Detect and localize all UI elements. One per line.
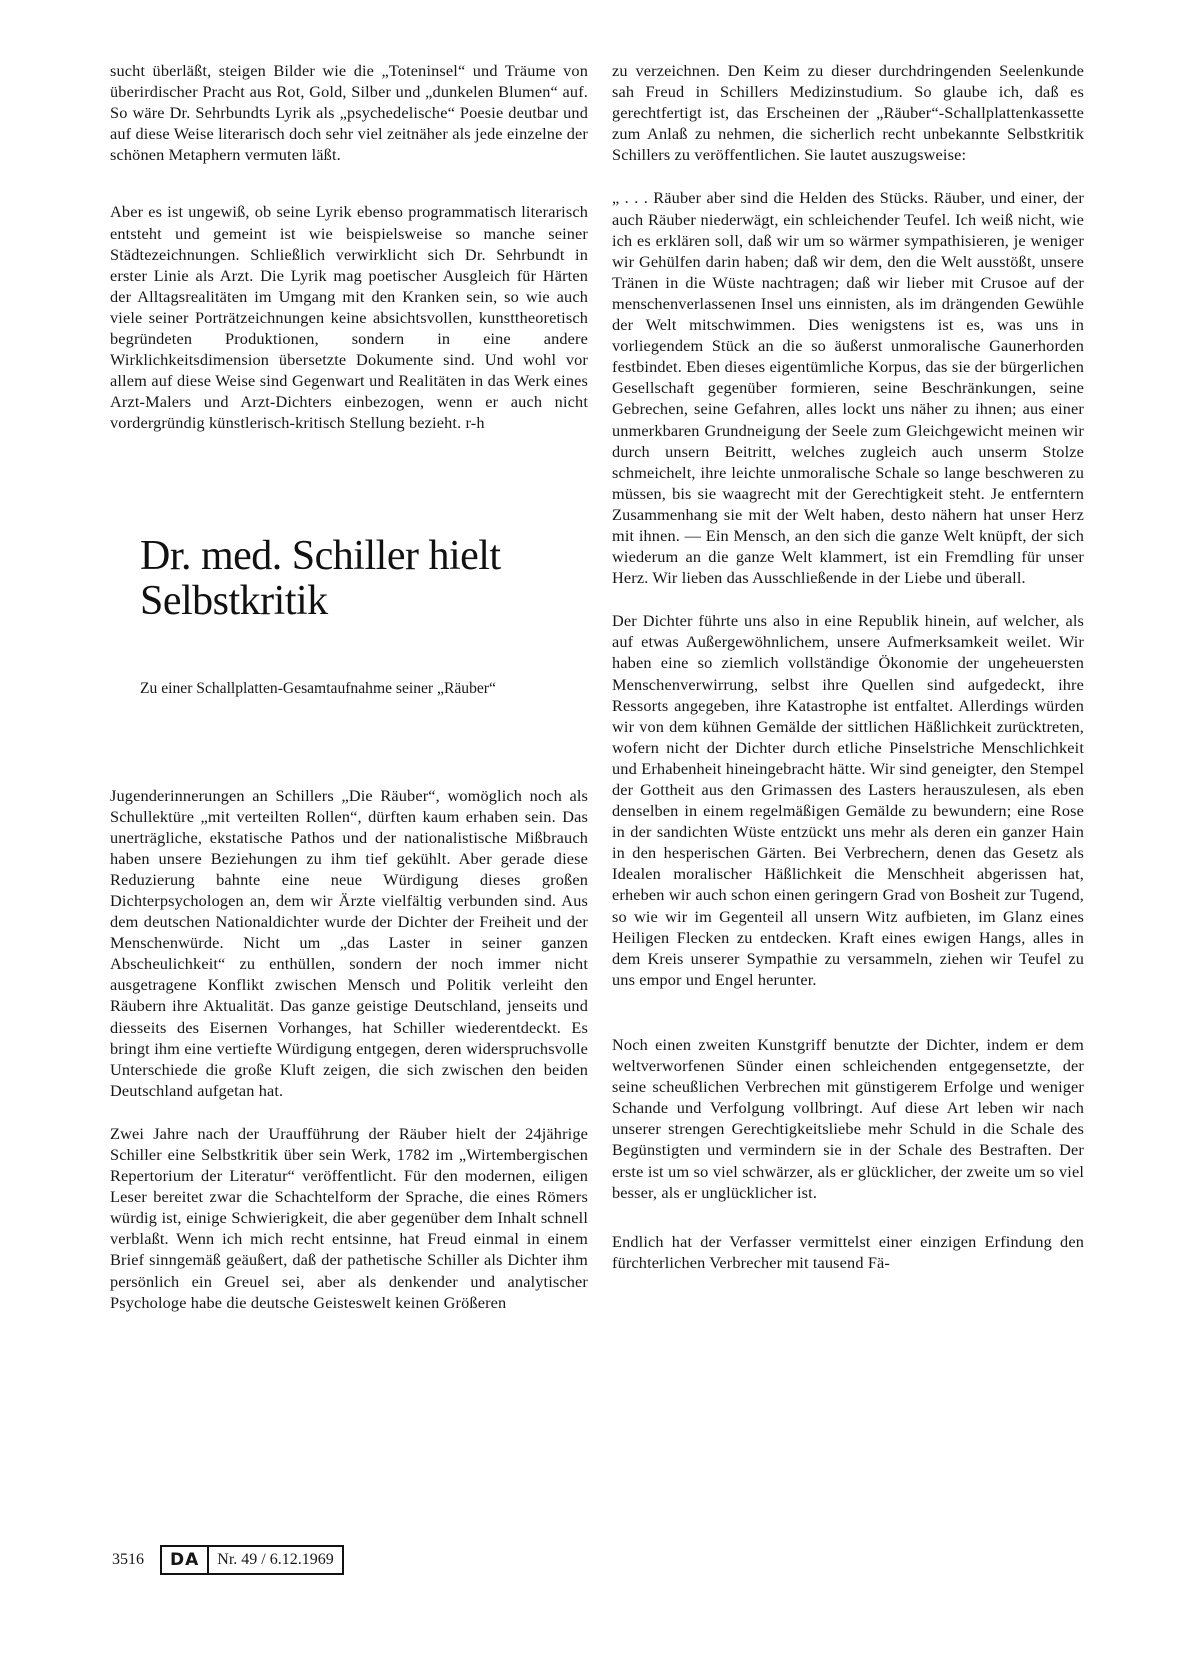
journal-logo: DA bbox=[162, 1547, 209, 1573]
paragraph: zu verzeichnen. Den Keim zu dieser durchdringenden Seelenkunde sah Freud in Schillers Medizinstudium. So glaube ich, daß es gerechtfertigt ist, das Erscheinen der „Räuber“-Schallplattenkassette zum Anlaß zu nehmen, die sicherlich recht unbekannte Selbstkritik Schillers zu veröffentlichen. Sie lautet auszugsweise: bbox=[612, 61, 1084, 165]
paragraph: Zwei Jahre nach der Uraufführung der Räuber hielt der 24jährige Schiller eine Selbstkritik über sein Werk, 1782 im „Wirtembergischen Repertorium der Literatur“ veröffentlicht. Für den modernen, eiligen Leser bereitet zwar die Schachtelform der Sprache, die eines Römers würdig ist, einige Schwierigkeit, die aber gegenüber dem Inhalt schnell verblaßt. Wenn ich mich recht entsinne, hat Freud einmal in einem Brief sinngemäß geäußert, daß der pathetische Schiller als Dichter ihm persönlich ein Greuel sei, aber als denkender und analytischer Psychologe habe die deutsche Geisteswelt keinen Größeren bbox=[110, 1123, 588, 1312]
paragraph: Aber es ist ungewiß, ob seine Lyrik ebenso programmatisch literarisch entsteht und gemeint ist wie beispielsweise so manche seiner Städtezeichnungen. Schließlich verwirklicht sich Dr. Sehrbundt in erster Linie als Arzt. Die Lyrik mag poetischer Ausgleich für Härten der Alltagsrealitäten im Umgang mit den Kranken sein, so wie auch viele seiner Porträtzeichnungen keine absichtsvollen, kunsttheoretisch begründeten Produktionen, sondern in eine andere Wirklichkeitsdimension übersetzte Dokumente sind. Und wohl vor allem auf diese Weise sind Gegenwart und Realitäten in das Werk eines Arzt-Malers und Arzt-Dichters einbezogen, wenn er auch nicht vordergründig künstlerisch-kritisch Stellung bezieht. r-h bbox=[110, 202, 588, 433]
paragraph: Endlich hat der Verfasser vermittelst einer einzigen Erfindung den fürchterlichen Verbrecher mit tausend Fä- bbox=[612, 1231, 1084, 1272]
paragraph: sucht überläßt, steigen Bilder wie die „Toteninsel“ und Träume von überirdischer Pracht aus Rot, Gold, Silber und „dunkelen Blumen“ auf. So wäre Dr. Sehrbundts Lyrik als „psychedelische“ Poesie deutbar und auf diese Weise literarisch doch sehr viel zeitnäher als jede einzelne der schönen Metaphern vermuten läßt. bbox=[110, 61, 588, 165]
paragraph: Jugenderinnerungen an Schillers „Die Räuber“, womöglich noch als Schullektüre „mit verteilten Rollen“, dürften kaum erhaben sein. Das unerträgliche, ekstatische Pathos und der nationalistische Mißbrauch haben unsere Beziehungen zu ihm tief gekühlt. Aber gerade diese Reduzierung bahnte eine neue Würdigung dieses großen Dichterpsychologen an, dem wir Ärzte vielfältig verbunden sind. Aus dem deutschen Nationaldichter wurde der Dichter der Freiheit und der Menschenwürde. Nicht um „das Laster in seiner ganzen Abscheulichkeit“ zu enthüllen, sondern der noch immer nicht ausgetragene Konflikt zwischen Mensch und Politik verleiht den Räubern ihre Aktualität. Das ganze geistige Deutschland, jenseits und diesseits des Eisernen Vorhanges, hat Schiller wiederentdeckt. Es bringt ihm eine vertiefte Würdigung entgegen, deren widerspruchsvolle Unterschiede die große Kluft zeigen, die sich zwischen den beiden Deutschland aufgetan hat. bbox=[110, 785, 588, 1100]
paragraph: Der Dichter führte uns also in eine Republik hinein, auf welcher, als auf etwas Außergewöhnlichem, unsere Aufmerksamkeit weilet. Wir haben eine so ziemlich vollständige Ökonomie der ungeheuersten Menschenverwirrung, selbst ihre Quellen sind aufgedeckt, ihre Ressorts angegeben, ihre Katastrophe ist entfaltet. Allerdings würden wir von dem kühnen Gemälde der sittlichen Häßlichkeit zurücktreten, wofern nicht der Dichter durch etliche Pinselstriche Menschlichkeit und Erhabenheit hineingebracht hätte. Wir sind geneigter, den Stempel der Gottheit aus den Grimassen des Lasters herauszulesen, als eben denselben in einem regelmäßigen Gemälde zu bewundern; eine Rose in der sandichten Wüste entzückt uns mehr als deren ein ganzer Hain in den hesperischen Gärten. Bei Verbrechern, denen das Gesetz als Idealen moralischer Häßlichkeit die Menschheit abgerissen hat, erheben wir auch schon einen geringern Grad von Bosheit zur Tugend, so wie wir im Gegenteil all unsern Witz aufbieten, im Glanz eines Heiligen Flecken zu entdecken. Kraft eines ewigen Hangs, alles in dem Kreis unserer Sympathie zu versammeln, ziehen wir Teufel zu uns empor und Engel herunter. bbox=[612, 611, 1084, 989]
paragraph: Noch einen zweiten Kunstgriff benutzte der Dichter, indem er dem weltverworfenen Sünder einen schleichenden entgegensetzte, der seine scheußlichen Verbrechen mit günstigerem Erfolge und weniger Schande und Verfolgung vollbringt. Auf diese Art leben wir nach unserer strengen Gerechtigkeitsliebe mehr Schuld in die Schale des Begünstigten und vermindern sie in der Schale des Bestraften. Der erste ist um so viel schwärzer, als er glücklicher, der zweite um so viel besser, als er unglücklicher ist. bbox=[612, 1034, 1084, 1202]
issue-info: Nr. 49 / 6.12.1969 bbox=[217, 1551, 334, 1568]
right-column bbox=[612, 60, 1084, 1273]
quote-paragraph: „ . . . Räuber aber sind die Helden des Stücks. Räuber, und einer, der auch Räuber niederwägt, ein schleichender Teufel. Ich weiß nicht, wie ich es erklären soll, daß wir um so wärmer sympathisieren, je weniger wir Gehülfen darin haben; daß wir dem, den die Welt ausstößt, unsere Tränen in die Wüste nachtragen; daß wir lieber mit Crusoe auf der menschenverlassenen Insel uns einnisten, als im drängenden Gewühle der Welt mitschwimmen. Dies wenigstens ist es, was uns in vorliegendem Stück an die so äußerst unmoralische Gaunerhorden festbindet. Eben dieses eigentümliche Korpus, das sie der bürgerlichen Gesellschaft gegenüber formieren, seine Beschränkungen, seine Gebrechen, seine Gefahren, alles lockt uns näher zu ihnen; aus einer unmerkbaren Grundneigung der Seele zum Gleichgewicht meinen wir durch unsern Beitritt, welches zugleich auch unserm Stolze schmeichelt, ihre leichte unmoralische Schale so lange beschweren zu müssen, bis sie waagrecht mit der Gerechtigkeit steht. Je entferntern Zusammenhang sie mit der Welt haben, desto nähern hat unser Herz mit ihnen. — Ein Mensch, an den sich die ganze Welt knüpft, der sich wiederum an die ganze Welt klammert, ist ein Fremdling für unser Herz. Wir lieben das Ausschließende in der Liebe und überall. bbox=[612, 188, 1084, 588]
article-subheadline: Zu einer Schallplatten-Gesamtaufnahme seiner „Räuber“ bbox=[140, 679, 496, 697]
page-number: 3516 bbox=[112, 1551, 144, 1568]
article-headline: Dr. med. Schiller hielt Selbstkritik bbox=[140, 532, 501, 624]
page-footer bbox=[112, 1545, 344, 1575]
left-column bbox=[110, 60, 588, 1313]
journal-imprint bbox=[160, 1545, 344, 1575]
